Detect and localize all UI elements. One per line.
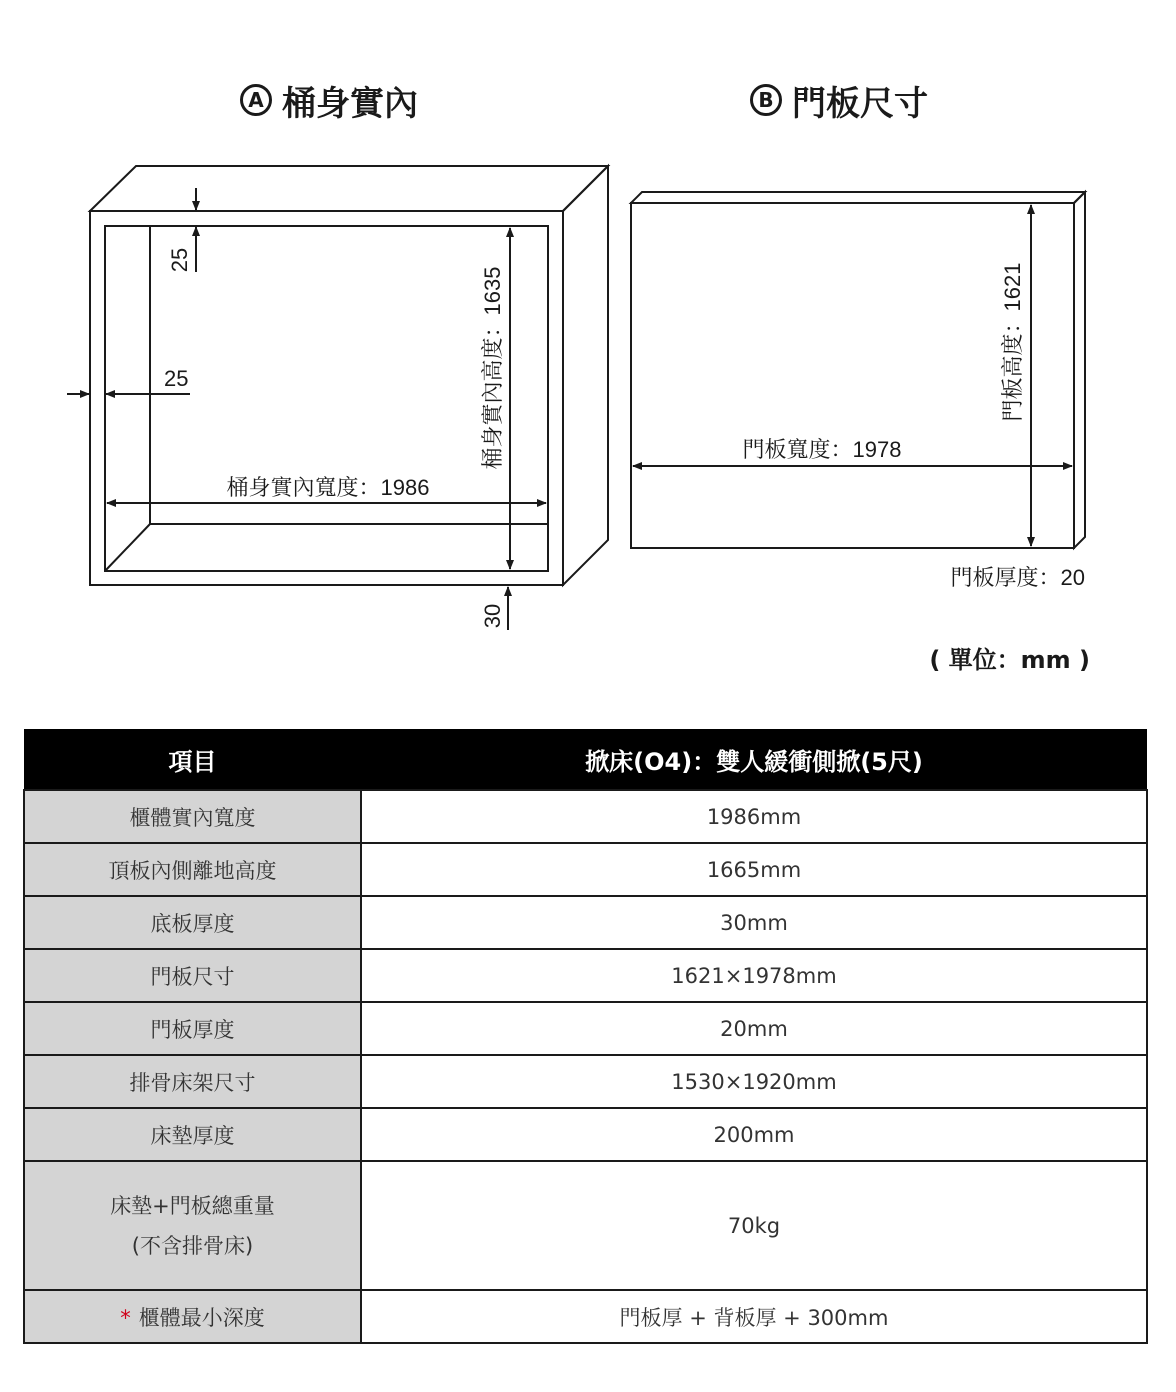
required-mark: * <box>120 1305 131 1330</box>
row-item: 門板尺寸 <box>24 949 361 1002</box>
cabinet-dimensions <box>67 188 546 630</box>
row-item-line1: 床墊+門板總重量 <box>110 1193 275 1218</box>
cabinet-top-face <box>90 166 608 211</box>
door-labels <box>743 263 1085 590</box>
table-row <box>24 1161 1147 1290</box>
row-value: 門板厚 + 背板厚 + 300mm <box>361 1290 1147 1343</box>
row-item-label: 櫃體最小深度 <box>138 1305 265 1330</box>
door-thickness-label: 門板厚度：20 <box>950 565 1085 590</box>
row-item: 櫃體實內寬度 <box>24 790 361 843</box>
row-item: 床墊厚度 <box>24 1108 361 1161</box>
row-item: 排骨床架尺寸 <box>24 1055 361 1108</box>
cabinet-side-face <box>563 166 608 585</box>
circled-b-badge: B <box>750 84 782 116</box>
row-item <box>24 1161 361 1290</box>
diagram-a-title-text: 桶身實內 <box>282 83 418 124</box>
row-value: 1665mm <box>361 843 1147 896</box>
table-header-row <box>24 729 1147 790</box>
left-thickness-label: 25 <box>164 366 189 391</box>
table-row <box>24 896 1147 949</box>
table-row <box>24 949 1147 1002</box>
row-value: 1986mm <box>361 790 1147 843</box>
table-row <box>24 1290 1147 1343</box>
table-row <box>24 1055 1147 1108</box>
column-header-model: 掀床(O4)：雙人緩衝側掀(5尺) <box>361 729 1147 790</box>
circled-a-badge: A <box>240 84 272 116</box>
door-height-label: 門板高度：1621 <box>1000 262 1025 422</box>
diagram-b-title-text: 門板尺寸 <box>792 83 928 124</box>
row-value: 1621×1978mm <box>361 949 1147 1002</box>
row-value: 70kg <box>361 1161 1147 1290</box>
inner-height-label: 桶身實內高度：1635 <box>480 266 505 470</box>
bottom-thickness-label: 30 <box>480 603 505 629</box>
table-row <box>24 1002 1147 1055</box>
row-value: 1530×1920mm <box>361 1055 1147 1108</box>
door-top-edge <box>631 192 1085 203</box>
door-width-label: 門板寬度：1978 <box>742 437 902 462</box>
column-header-item: 項目 <box>24 729 361 790</box>
door-side-edge <box>1074 192 1085 548</box>
row-item: 門板厚度 <box>24 1002 361 1055</box>
row-value: 20mm <box>361 1002 1147 1055</box>
spec-table <box>23 729 1148 1344</box>
row-item <box>24 1290 361 1343</box>
row-value: 200mm <box>361 1108 1147 1161</box>
row-item: 底板厚度 <box>24 896 361 949</box>
inner-width-label: 桶身實內寬度：1986 <box>226 475 430 500</box>
row-item: 頂板內側離地高度 <box>24 843 361 896</box>
top-thickness-label: 25 <box>167 247 192 273</box>
unit-note: ( 單位：mm ) <box>929 646 1090 674</box>
table-row <box>24 790 1147 843</box>
row-item-line2: (不含排骨床) <box>131 1233 254 1258</box>
row-value: 30mm <box>361 896 1147 949</box>
table-row <box>24 843 1147 896</box>
table-row <box>24 1108 1147 1161</box>
